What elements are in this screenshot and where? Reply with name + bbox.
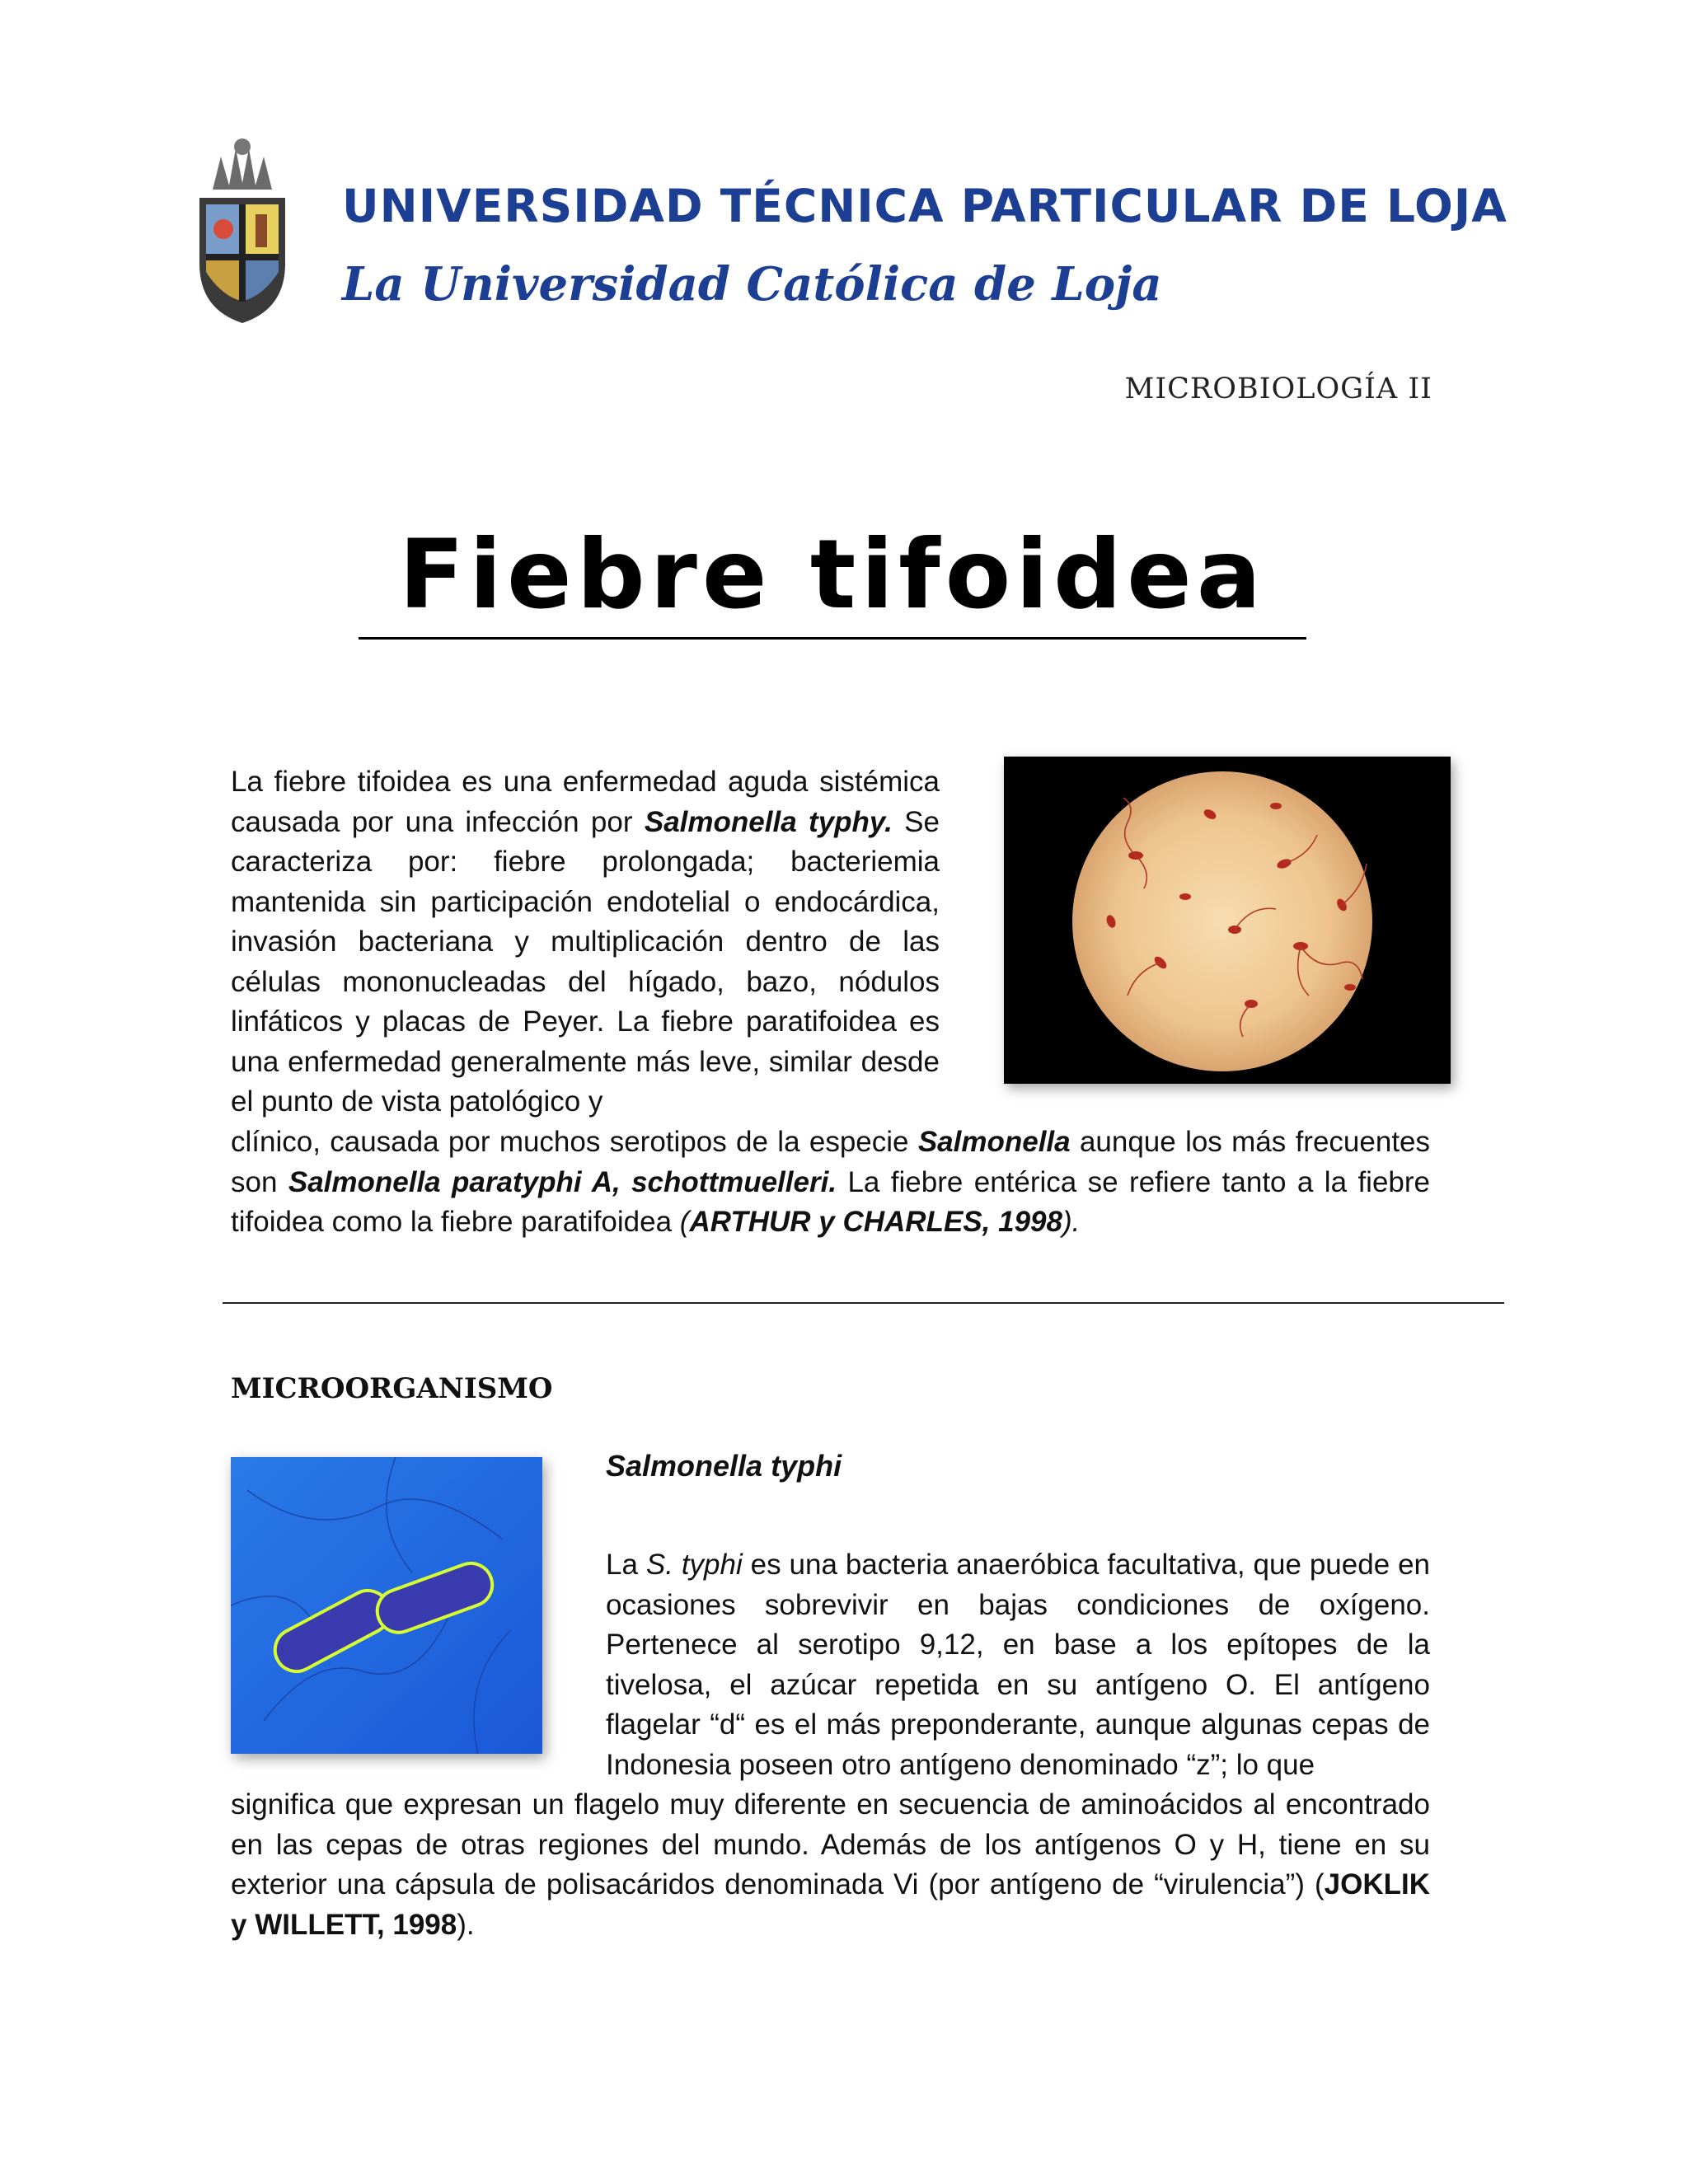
course-name: MICROBIOLOGÍA II — [1124, 373, 1432, 405]
university-tagline: La Universidad Católica de Loja — [342, 257, 1162, 312]
species-name: S. typhi — [645, 1549, 743, 1581]
intro-paragraph-bottom: clínico, causada por muchos serotipos de la especie Salmonella aunque los más frecuentes son Salmonella paratyphi A, schottmuelleri. La fiebre entérica se refiere tanto a la fiebre tifoidea como la fiebre paratifoidea (ARTHUR y CHARLES, 1998). — [231, 1126, 1431, 1238]
university-name: UNIVERSIDAD TÉCNICA PARTICULAR DE LOJA — [342, 180, 1507, 232]
citation: ARTHUR y CHARLES, 1998 — [689, 1206, 1062, 1238]
document-title: Fiebre tifoidea — [398, 519, 1267, 630]
microscope-image-salmonella-stain — [1004, 757, 1451, 1084]
citation: JOKLIK y WILLETT, 1998 — [231, 1868, 1430, 1941]
organism-subheading: Salmonella typhi — [606, 1449, 842, 1483]
university-crest-logo — [188, 132, 297, 330]
title-underline — [359, 637, 1306, 640]
intro-paragraph-top: La fiebre tifoidea es una enfermedad aguda sistémica causada por una infección por Salmonella typhy. Se caracteriza por: fiebre prolongada; bacteriemia mantenida sin participación endotelial o endocárdica, invasión bacteriana y multiplicación dentro de las células mononucleadas del hígado, bazo, nódulos linfáticos y placas de Peyer. La fiebre paratifoidea es una enfermedad generalmente más leve, similar desde el punto de vista patológico y — [231, 766, 940, 1118]
section-heading: MICROORGANISMO — [231, 1372, 553, 1405]
organism-name: Salmonella — [917, 1126, 1071, 1158]
microorganism-paragraph-top: La S. typhi es una bacteria anaeróbica facultativa, que puede en ocasiones sobrevivir en bajas condiciones de oxígeno. Pertenece al serotipo 9,12, en base a los epítopes de la tivelosa, el azúcar repetida en su antígeno O. El antígeno flagelar “d“ es el más preponderante, aunque algunas cepas de Indonesia poseen otro antígeno denominado “z”; lo que — [606, 1549, 1430, 1781]
organism-name: Salmonella typhy. — [644, 805, 893, 838]
organism-name: Salmonella paratyphi A, schottmuelleri. — [288, 1165, 837, 1198]
section-divider — [223, 1302, 1504, 1304]
microorganism-paragraph-bottom: significa que expresan un flagelo muy diferente en secuencia de aminoácidos al encontrado en las cepas de otras regiones del mundo. Además de los antígenos O y H, tiene en su exterior una cápsula de polisacáridos denominada Vi (por antígeno de “virulencia”) (JOKLIK y WILLETT, 1998). — [231, 1788, 1430, 1941]
electron-micrograph-salmonella-typhi — [231, 1457, 542, 1754]
